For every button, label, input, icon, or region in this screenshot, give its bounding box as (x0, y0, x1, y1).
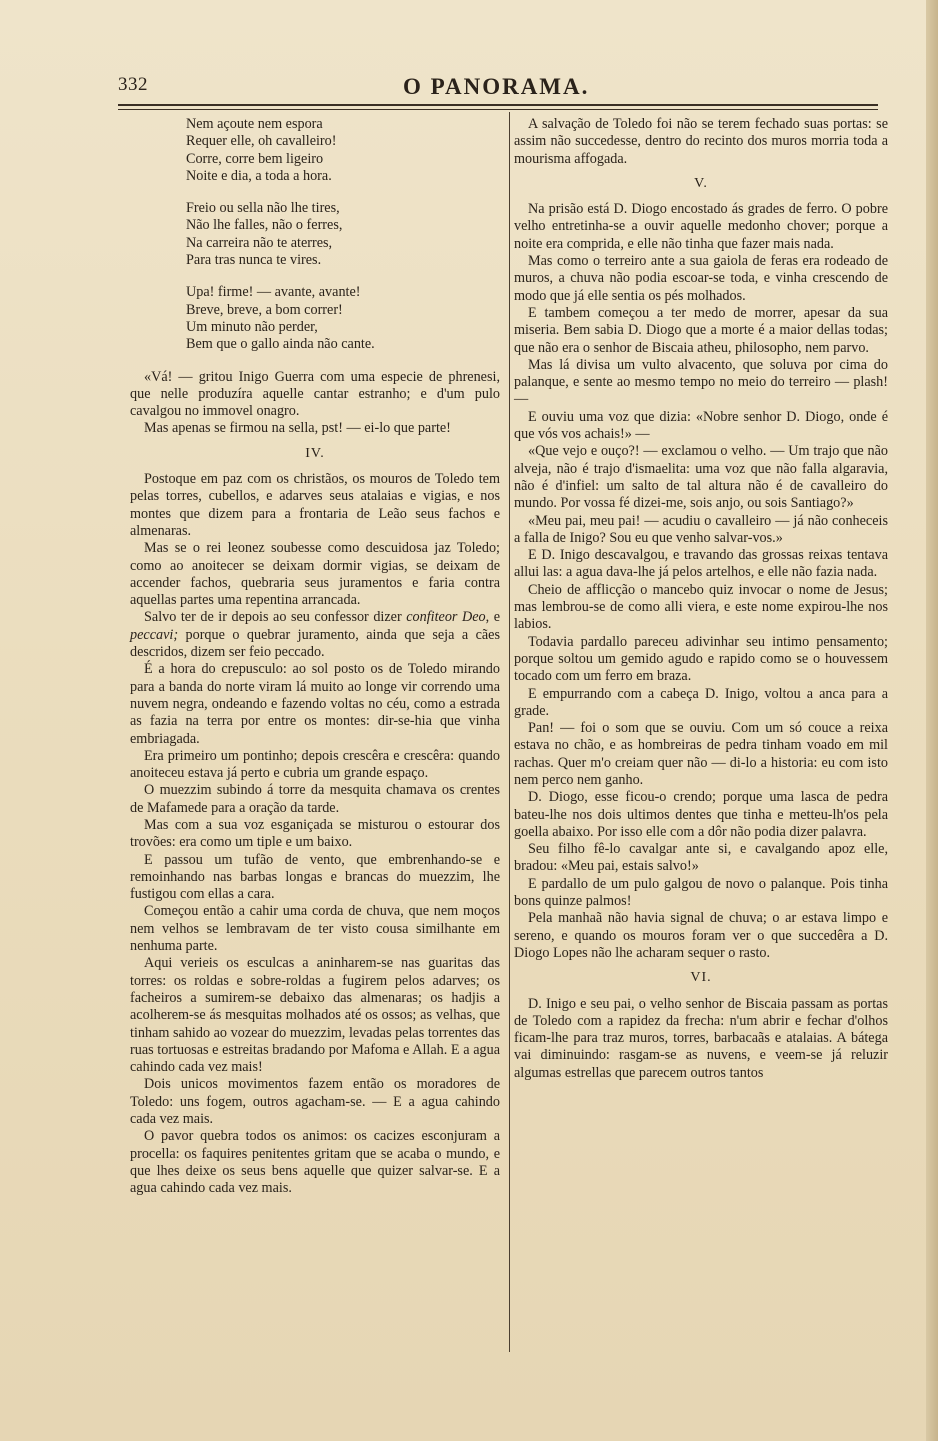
verse-line: Noite e dia, a toda a hora. (186, 167, 332, 184)
paragraph: E tambem começou a ter medo de morrer, apesar da sua miseria. Bem sabia D. Diogo que a morte é a maior dellas todas; que não era o senhor de Biscaia atheu, philosopho, nem parvo. (514, 304, 888, 356)
paragraph: Na prisão está D. Diogo encostado ás grades de ferro. O pobre velho entretinha-se a ouvir aquelle medonho chover; porque a noite era comprida, e elle não tinha que fazer mais nada. (514, 201, 888, 252)
paragraph: «Vá! — gritou Inigo Guerra com uma especie de phrenesi, que nelle produzíra aquelle cantar estranho; e d'um pulo cavalgou no immovel onagro. (130, 368, 500, 420)
paragraph (130, 609, 500, 661)
paragraph: «Meu pai, meu pai! — acudiu o cavalleiro — já não conheceis a falla de Inigo? Sou eu que venho salvar-vos.» (514, 512, 888, 546)
paragraph: E ouviu uma voz que dizia: «Nobre senhor D. Diogo, onde é que vós vos achais!» — (514, 408, 888, 443)
paragraph: Mas com a sua voz esganiçada se misturou o estourar dos trovões: era como um tiple e um baixo. (130, 816, 500, 851)
text-run: Salvo ter de ir depois ao seu confessor dizer (144, 609, 407, 626)
paragraph: O muezzim subindo á torre da mesquita chamava os crentes de Mafamede para a oração da tarde. (130, 782, 500, 816)
section-heading-iv: IV. (305, 445, 325, 461)
italic-phrase: peccavi; (130, 626, 179, 643)
journal-title: O PANORAMA. (403, 74, 590, 99)
section-heading-v: V. (694, 175, 708, 191)
page-number: 332 (118, 74, 148, 95)
paragraph: É a hora do crepusculo: ao sol posto os de Toledo mirando para a banda do norte viram lá muito ao longe vir correndo uma nuvem negra, ondeando e fazendo voltas no céu, como a estrada as fazia na terra por entre os montes: dir-se-hia que vinha embriagada. (130, 661, 500, 747)
verse-line: Um minuto não perder, (186, 318, 318, 335)
paragraph: D. Diogo, esse ficou-o crendo; porque uma lasca de pedra bateu-lhe nos dois ultimos dentes que tinha e metteu-lh'os pela goella abaixo. Por isso elle com a dôr não podia dizer palavra. (514, 789, 888, 840)
verse-line: Requer elle, oh cavalleiro! (186, 133, 337, 150)
paragraph: E pardallo de um pulo galgou de novo o palanque. Pois tinha bons quinze palmos! (514, 875, 888, 910)
paragraph: Aqui verieis os esculcas a aninharem-se nas guaritas das torres: os roldas e sobre-roldas a fugirem pelos adarves; os facheiros a sumirem-se debaixo das almenaras; os hadjis a acolherem-se ás mesquitas molhados até os ossos; as velhas, que tinham sahido ao vozear do muezzim, levadas pelas torrentes das ruas tortuosas e estreitas bradando por Mafoma e Allah. E a agua cahindo cada vez mais! (130, 955, 500, 1076)
italic-phrase: confiteor Deo (406, 609, 486, 626)
paragraph: Dois unicos movimentos fazem então os moradores de Toledo: uns fogem, outros agacham-se. — E a agua cahindo cada vez mais. (130, 1076, 500, 1128)
paragraph: Mas como o terreiro ante a sua gaiola de feras era rodeado de muros, a chuva não podia escoar-se toda, e vinha crescendo de modo que já elle sentia os pés molhados. (514, 253, 888, 304)
paragraph: Cheio de afflicção o mancebo quiz invocar o nome de Jesus; mas lembrou-se de como alli viera, e este nome expirou-lhe nos labios. (514, 581, 888, 633)
verse-line: Não lhe falles, não o ferres, (186, 217, 343, 234)
paragraph: Mas lá divisa um vulto alvacento, que soluva por cima do palanque, e sente ao mesmo tempo no meio do terreiro — plash! — (514, 356, 888, 408)
paragraph: O pavor quebra todos os animos: os cacizes esconjuram a procella: os faquires penitentes gritam que se acaba o mundo, e que lhes deixe os seus bens aquelle que quizer salvar-se. E a agua cahindo cada vez mais. (130, 1128, 500, 1197)
page-edge-shadow (926, 0, 938, 1441)
paragraph: Seu filho fê-lo cavalgar ante si, e cavalgando apoz elle, bradou: «Meu pai, estais salvo!» (514, 841, 888, 875)
verse-line: Freio ou sella não lhe tires, (186, 200, 340, 217)
paragraph: «Que vejo e ouço?! — exclamou o velho. — Um trajo que não alveja, não é trajo d'ismaelita: uma voz que não falla algaravia, não é d'infiel: um salto de tal altura não é de cavalleiro do mundo. Por vossa fé dizei-me, sois anjo, ou sois Santiago?» (514, 443, 888, 512)
paragraph: Começou então a cahir uma corda de chuva, que nem moços nem velhos se lembravam de ter visto cousa similhante em nenhuma parte. (130, 903, 500, 955)
verse-line: Bem que o gallo ainda não cante. (186, 336, 375, 353)
verse-stanza (186, 200, 500, 269)
verse-line: Corre, corre bem ligeiro (186, 150, 324, 167)
paragraph: Todavia pardallo pareceu adivinhar seu intimo pensamento; porque soltou um gemido agudo e rapido como se o houvessem tocado com um ferro em braza. (514, 633, 888, 685)
paragraph: Mas apenas se firmou na sella, pst! — ei-lo que parte! (144, 420, 451, 437)
text-run: , e (485, 609, 501, 626)
paragraph: E empurrando com a cabeça D. Inigo, voltou a anca para a grade. (514, 685, 888, 719)
paragraph: Pan! — foi o som que se ouviu. Com um só couce a reixa estava no chão, e as hombreiras de pedra tinham voado em mil rachas. Quer m'o creiam quer não — di-lo a historia: eu com isto nem perco nem ganho. (514, 720, 888, 788)
section-heading-vi: VI. (690, 970, 712, 986)
paragraph: E passou um tufão de vento, que embrenhando-se e remoinhando nas barbas longas e brancas do muezzim, lhe fustigou com ellas a cara. (130, 851, 500, 903)
verse-stanza (186, 116, 500, 185)
verse-line: Na carreira não te aterres, (186, 234, 333, 251)
paragraph: Mas se o rei leonez soubesse como descuidosa jaz Toledo; como ao anoitecer se deixam dormir vigias, se deixam de accender fachos, quebraria seus juramentos e faria contra aquellas partes uma repentina arrancada. (130, 540, 500, 609)
verse-stanza (186, 284, 500, 353)
paragraph: E D. Inigo descavalgou, e travando das grossas reixas tentava allui las: a agua dava-lhe já pelos artelhos, e elle não fazia nada. (514, 547, 888, 581)
verse-line: Upa! firme! — avante, avante! (186, 284, 361, 301)
right-column (514, 116, 888, 1082)
paragraph: Postoque em paz com os christãos, os mouros de Toledo tem pelas torres, cubellos, e adarves seus atalaias e vigias, e nos montes que dizem para a frontaria de Leão seus fachos e almenaras. (130, 471, 500, 539)
column-divider (509, 112, 510, 1352)
verse-line: Para tras nunca te vires. (186, 252, 322, 269)
verse-line: Breve, breve, a bom correr! (186, 301, 343, 318)
paragraph: D. Inigo e seu pai, o velho senhor de Biscaia passam as portas de Toledo com a rapidez da frecha: n'um abrir e fechar d'olhos ficam-lhe para traz muros, torres, barbacaãs e atalaias. A bátega vai diminuindo: rasgam-se as nuvens, e veem-se já reluzir algumas estrellas que parecem outros tantos (514, 995, 888, 1081)
paragraph: Pela manhaã não havia signal de chuva; o ar estava limpo e sereno, e quando os mouros foram ver o que succedêra a D. Diogo Lopes não lhe acharam sequer o rasto. (514, 910, 888, 961)
paragraph: A salvação de Toledo foi não se terem fechado suas portas: se assim não succedesse, dentro do recinto dos muros morria toda a mourisma affogada. (514, 116, 888, 167)
page-header (118, 72, 878, 104)
left-column (130, 116, 500, 1198)
verse-line: Nem açoute nem espora (186, 116, 323, 132)
header-rule (118, 104, 878, 110)
text-run: porque o quebrar juramento, ainda que seja a cães descridos, dizem ser feio peccado. (130, 626, 500, 661)
paragraph: Era primeiro um pontinho; depois crescêra e crescêra: quando anoiteceu estava já perto e cubria um grande espaço. (130, 747, 500, 782)
